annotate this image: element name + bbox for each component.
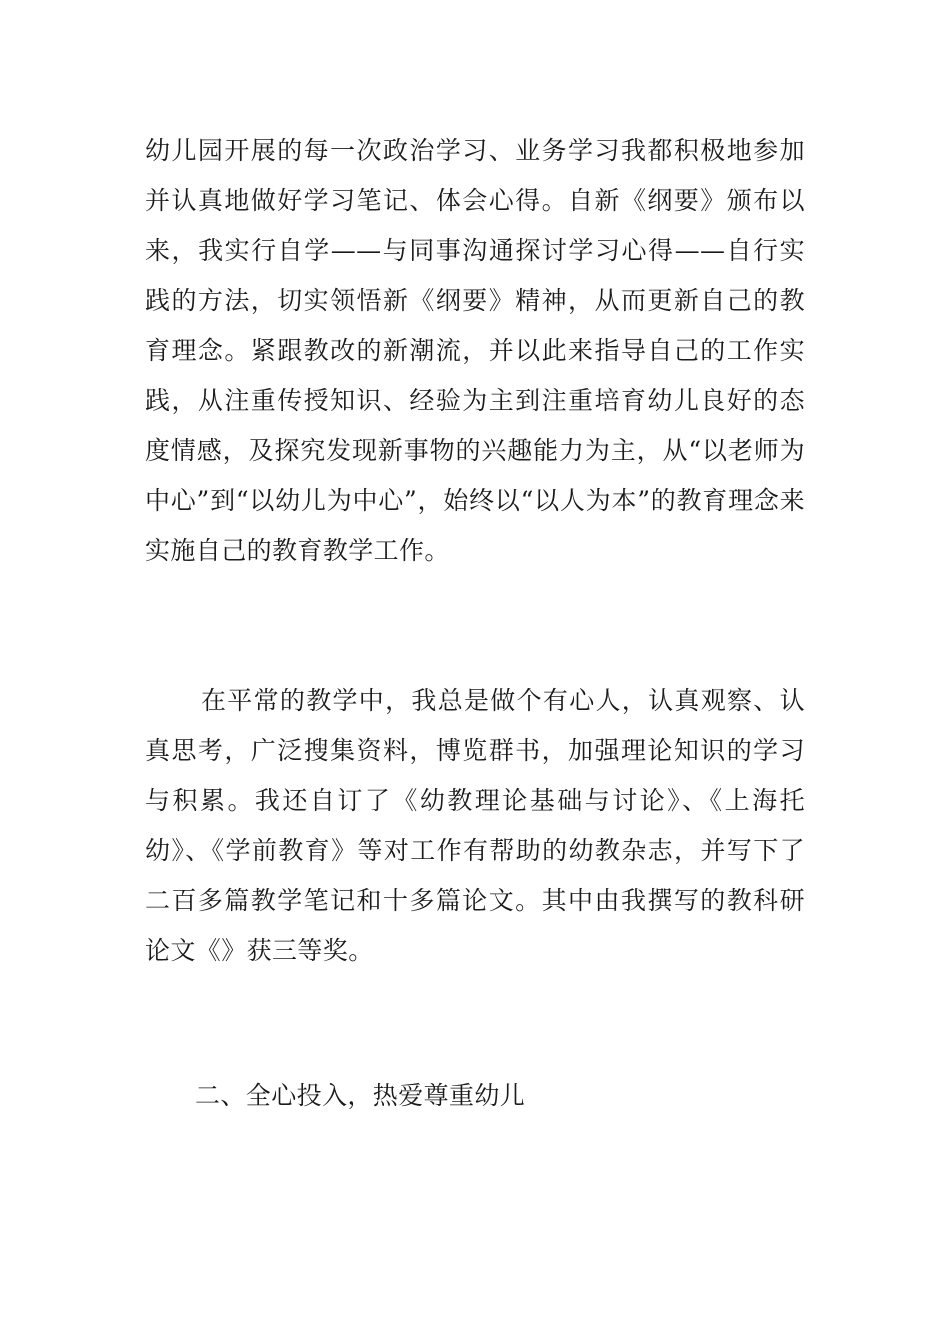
section-heading: 二、全心投入，热爱尊重幼儿: [195, 1081, 526, 1110]
paragraph-political-study: 幼儿园开展的每一次政治学习、业务学习我都积极地参加并认真地做好学习笔记、体会心得。自新《纲要》颁布以来，我实行自学——与同事沟通探讨学习心得——自行实践的方法，切实领悟新《纲要》精神，从而更新自己的教育理念。紧跟教改的新潮流，并以此来指导自己的工作实践，从注重传授知识、经验为主到注重培育幼儿良好的态度情感，及探究发现新事物的兴趣能力为主，从“以老师为中心”到“以幼儿为中心”，始终以“以人为本”的教育理念来实施自己的教育教学工作。: [145, 136, 805, 565]
paragraph-daily-teaching: 在平常的教学中，我总是做个有心人，认真观察、认真思考，广泛搜集资料，博览群书，加强理论知识的学习与积累。我还自订了《幼教理论基础与讨论》、《上海托幼》、《学前教育》等对工作有帮助的幼教杂志，并写下了二百多篇教学笔记和十多篇论文。其中由我撰写的教科研论文《》获三等奖。: [145, 686, 805, 965]
